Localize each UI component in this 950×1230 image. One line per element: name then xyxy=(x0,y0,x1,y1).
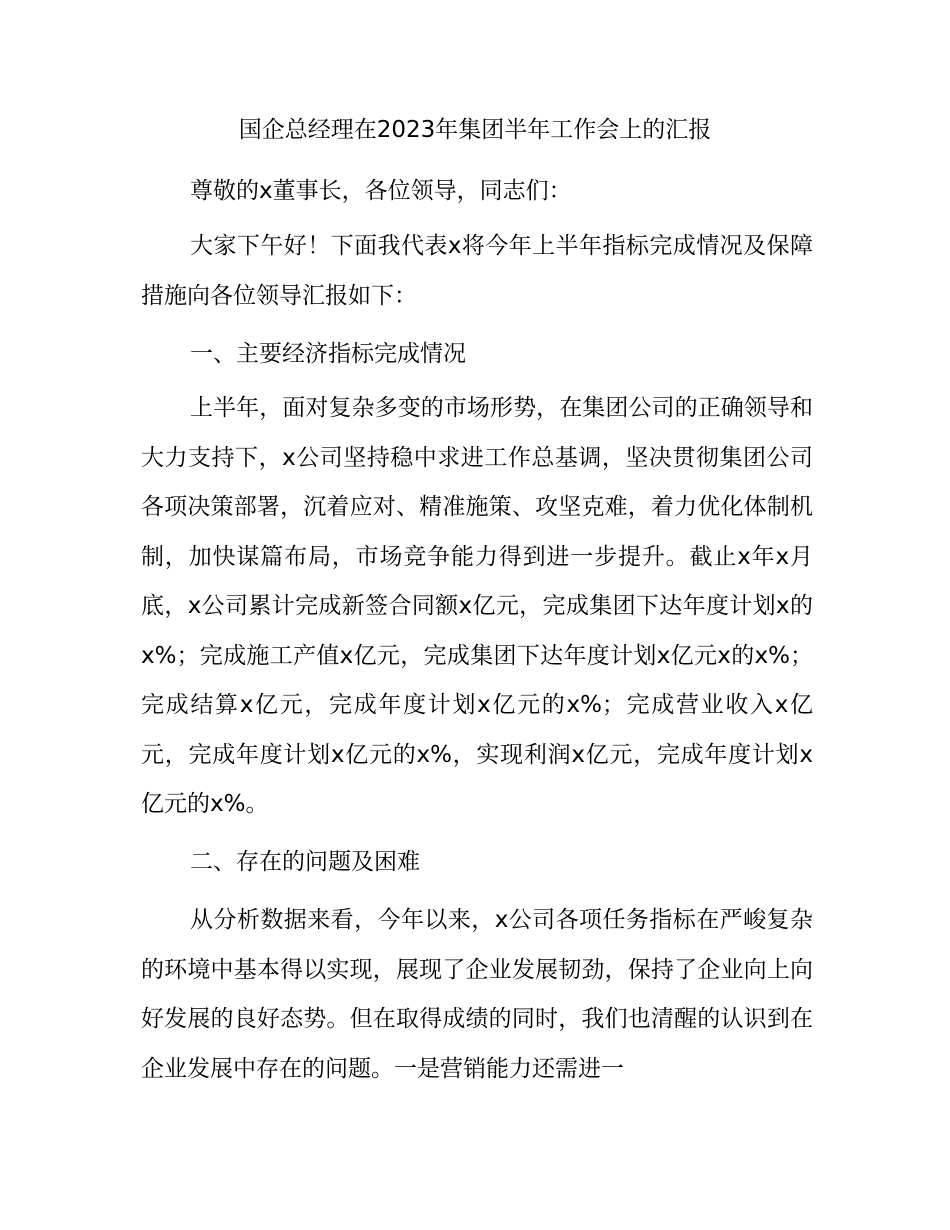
document-title: 国企总经理在2023年集团半年工作会上的汇报 xyxy=(238,117,712,143)
intro-paragraph: 大家下午好！下面我代表x将今年上半年指标完成情况及保障措施向各位领导汇报如下： xyxy=(141,233,813,309)
section-2-heading: 二、存在的问题及困难 xyxy=(190,849,420,875)
section-2-body: 从分析数据来看，今年以来，x公司各项任务指标在严峻复杂的环境中基本得以实现，展现了企业发展韧劲，保持了企业向上向好发展的良好态势。但在取得成绩的同时，我们也清醒的认识到在企业发展中存在的问题。一是营销能力还需进一 xyxy=(141,907,813,1082)
section-1-heading: 一、主要经济指标完成情况 xyxy=(190,341,466,367)
section-1-body: 上半年，面对复杂多变的市场形势，在集团公司的正确领导和大力支持下，x公司坚持稳中求进工作总基调，坚决贯彻集团公司各项决策部署，沉着应对、精准施策、攻坚克难，着力优化体制机制，加快谋篇布局，市场竞争能力得到进一步提升。截止x年x月底，x公司累计完成新签合同额x亿元，完成集团下达年度计划x的x%；完成施工产值x亿元，完成集团下达年度计划x亿元x的x%；完成结算x亿元，完成年度计划x亿元的x%；完成营业收入x亿元，完成年度计划x亿元的x%，实现利润x亿元，完成年度计划x亿元的x%。 xyxy=(141,395,813,817)
salutation: 尊敬的x董事长，各位领导，同志们： xyxy=(190,178,572,204)
